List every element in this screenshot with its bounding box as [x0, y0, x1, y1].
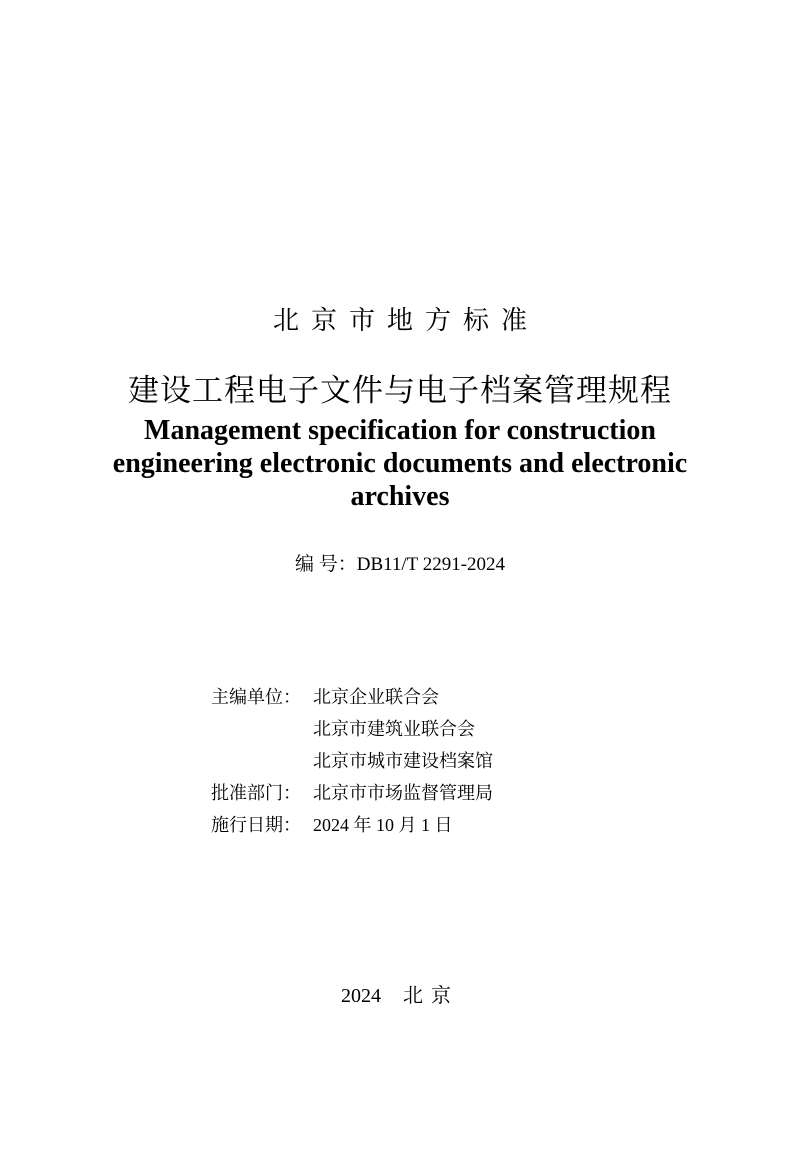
title-english — [0, 414, 800, 513]
date-value: 2024 年 10 月 1 日 — [313, 815, 453, 835]
approver-row — [211, 779, 631, 811]
title-english-line-1: Management specification for construction — [144, 415, 656, 446]
editor-1: 北京企业联合会 — [313, 687, 439, 707]
standard-code — [0, 552, 800, 578]
standard-code-label: 编 号： — [294, 554, 357, 575]
editor-label: 主编单位： — [211, 687, 301, 707]
footer — [0, 982, 800, 1010]
title-chinese: 建设工程电子文件与电子档案管理规程 — [128, 373, 672, 409]
info-block — [211, 683, 631, 843]
editor-row — [211, 715, 631, 747]
approver-label: 批准部门： — [211, 783, 301, 803]
standard-type-heading: 北京市地方标准 — [272, 306, 539, 336]
standard-code-value: DB11/T 2291-2024 — [356, 554, 506, 575]
approver-value: 北京市市场监督管理局 — [313, 783, 493, 803]
title-english-line-3: archives — [350, 481, 450, 512]
title-english-line-2: engineering electronic documents and electronic — [112, 448, 688, 479]
editor-label-spacer — [211, 715, 313, 747]
editor-row — [211, 747, 631, 779]
footer-year: 2024 — [341, 985, 381, 1007]
editor-3: 北京市城市建设档案馆 — [313, 751, 493, 771]
editor-row — [211, 683, 631, 715]
editor-label-spacer — [211, 747, 313, 779]
footer-city: 北京 — [403, 985, 459, 1007]
date-label: 施行日期： — [211, 815, 301, 835]
editor-2: 北京市建筑业联合会 — [313, 719, 475, 739]
date-row — [211, 811, 631, 843]
